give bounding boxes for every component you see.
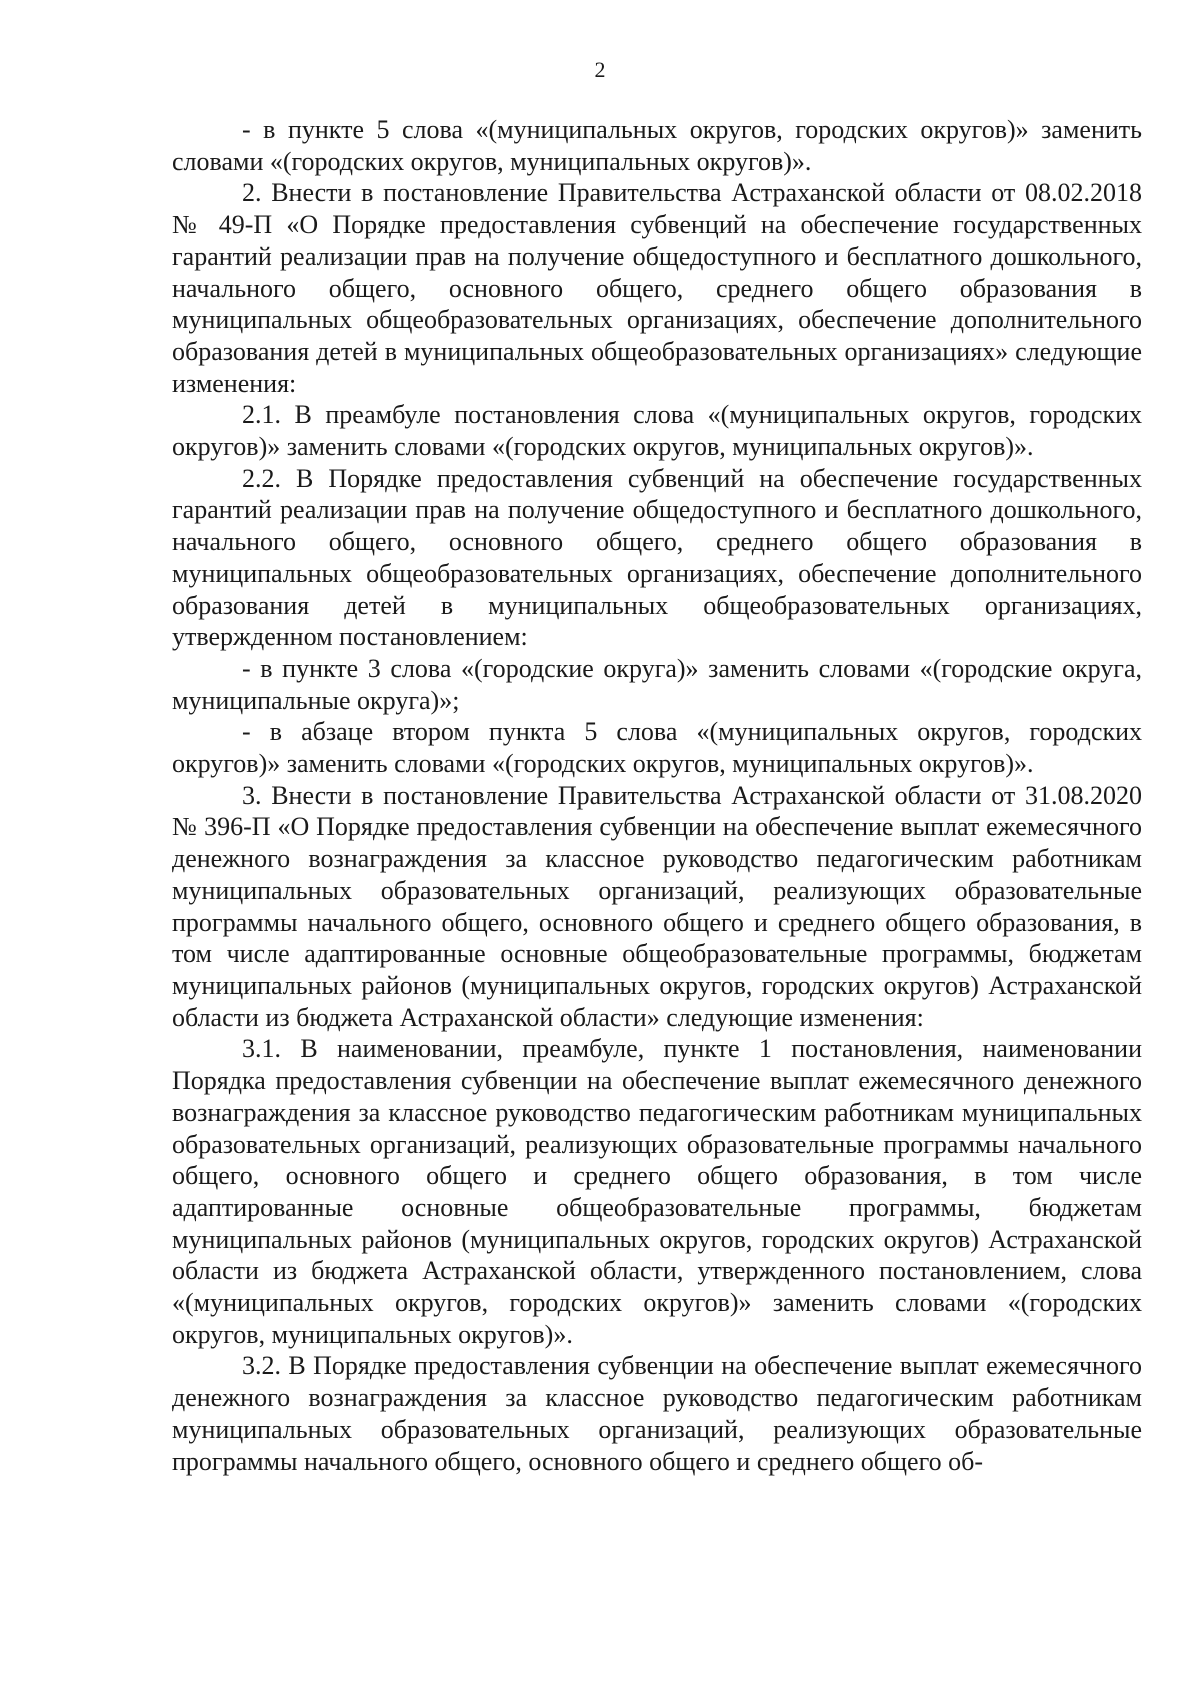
paragraph-3-2-procedure: 3.2. В Порядке предоставления субвенции на обеспечение выплат ежемесячного денежного вознаграждения за классное руководство педагогическим работникам муниципальных образовательных организаций, реализующих образовательные программы начального общего, основного общего и среднего общего об- xyxy=(172,1351,1142,1476)
page-number: 2 xyxy=(594,57,606,82)
paragraph-2-2-procedure: 2.2. В Порядке предоставления субвенций на обеспечение государственных гарантий реализации прав на получение общедоступного и бесплатного дошкольного, начального общего, основного общего, среднего общего образования в муниципальных общеобразовательных организациях, обеспечение дополнительного образования детей в муниципальных общеобразовательных организациях, утвержденном постановлением: xyxy=(172,463,1142,652)
paragraph-2-1-preamble: 2.1. В преамбуле постановления слова «(муниципальных округов, городских округов)» заменить словами «(городских округов, муниципальных округов)». xyxy=(172,400,1142,462)
paragraph-3-1-naming: 3.1. В наименовании, преамбуле, пункте 1 постановления, наименовании Порядка предоставления субвенции на обеспечение выплат ежемесячного денежного вознаграждения за классное руководство педагогическим работникам муниципальных образовательных организаций, реализующих образовательные программы начального общего, основного общего и среднего общего образования, в том числе адаптированные основные общеобразовательные программы, бюджетам муниципальных районов (муниципальных округов, городских округов) Астраханской области из бюджета Астраханской области, утвержденного постановлением, слова «(муниципальных округов, городских округов)» заменить словами «(городских округов, муниципальных округов)». xyxy=(172,1034,1142,1349)
paragraph-item-5-second-clause: - в абзаце втором пункта 5 слова «(муниципальных округов, городских округов)» заменить словами «(городских округов, муниципальных округов)». xyxy=(172,717,1142,779)
paragraph-3-amend-resolution-396p: 3. Внести в постановление Правительства Астраханской области от 31.08.2020 № 396-П «О Порядке предоставления субвенции на обеспечение выплат ежемесячного денежного вознаграждения за классное руководство педагогическим работникам муниципальных образовательных организаций, реализующих образовательные программы начального общего, основного общего и среднего общего образования, в том числе адаптированные основные общеобразовательные программы, бюджетам муниципальных районов (муниципальных округов, городских округов) Астраханской области из бюджета Астраханской области» следующие изменения: xyxy=(172,780,1142,1032)
paragraph-2-amend-resolution-49p: 2. Внести в постановление Правительства Астраханской области от 08.02.2018 № 49-П «О Порядке предоставления субвенций на обеспечение государственных гарантий реализации прав на получение общедоступного и бесплатного дошкольного, начального общего, основного общего, среднего общего образования в муниципальных общеобразовательных организациях, обеспечение дополнительного образования детей в муниципальных общеобразовательных организациях» следующие изменения: xyxy=(172,178,1142,398)
paragraph-item-3-replacement: - в пункте 3 слова «(городские округа)» заменить словами «(городские округа, муниципальные округа)»; xyxy=(172,653,1142,715)
paragraph-1-item-5-replacement: - в пункте 5 слова «(муниципальных округов, городских округов)» заменить словами «(городских округов, муниципальных округов)». xyxy=(172,115,1142,176)
document-body xyxy=(172,114,1142,1477)
